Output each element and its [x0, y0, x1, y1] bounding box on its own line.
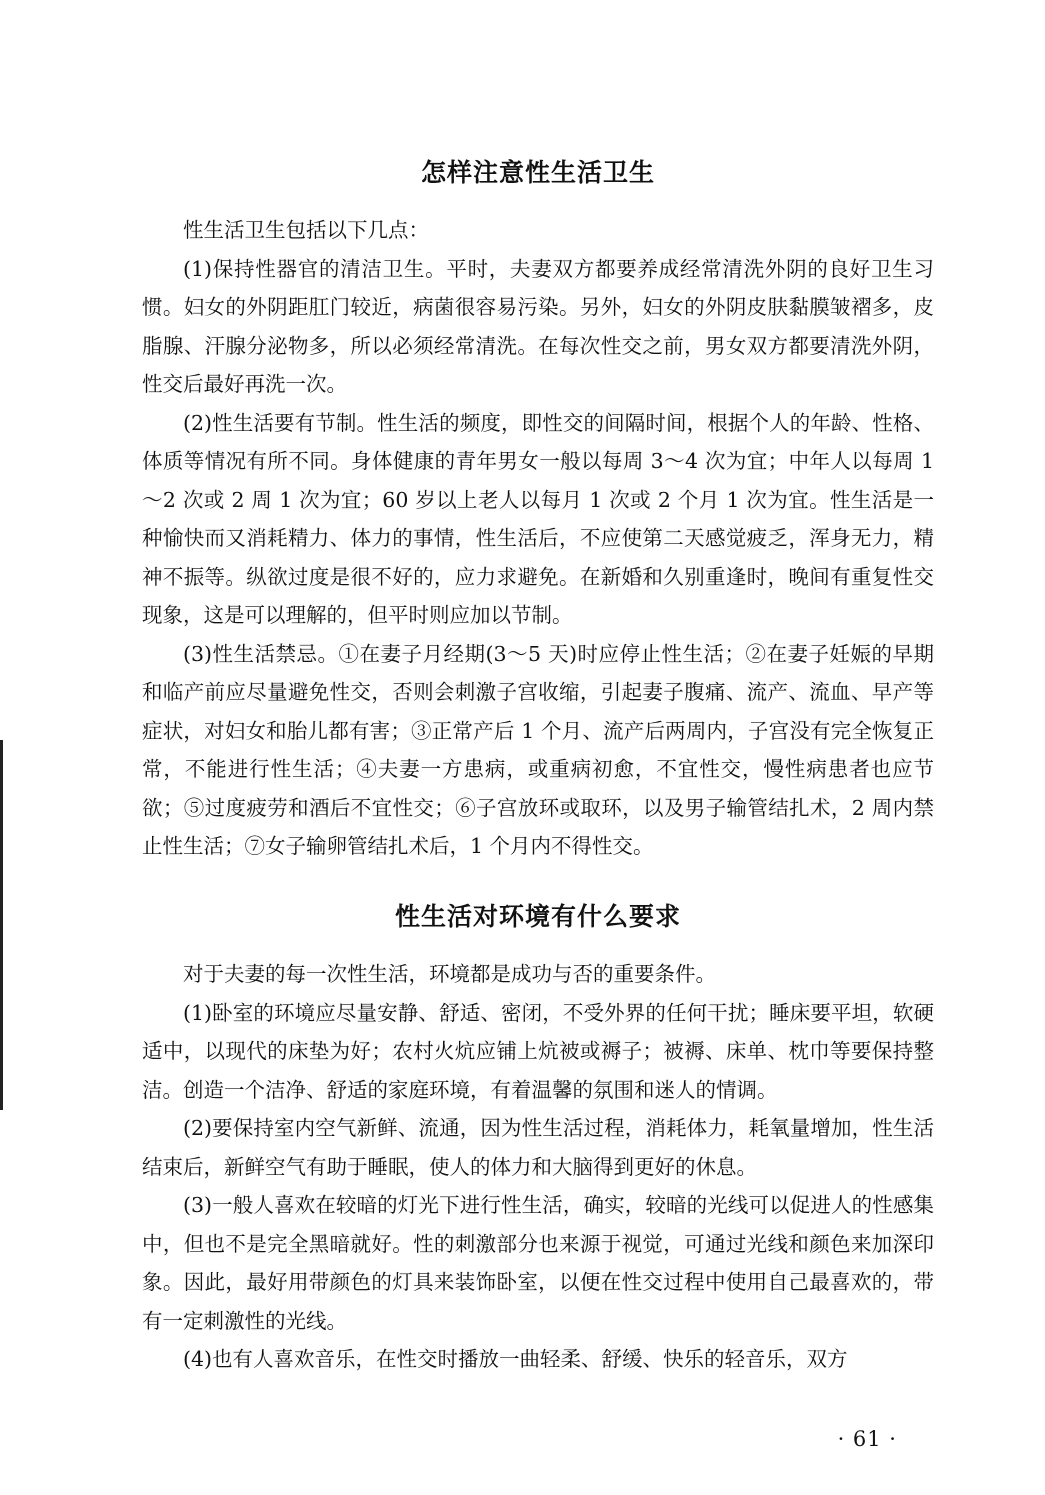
- section-title-hygiene: 怎样注意性生活卫生: [420, 158, 655, 187]
- paragraph: (2)性生活要有节制。性生活的频度，即性交的间隔时间，根据个人的年龄、性格、体质等情况有所不同。身体健康的青年男女一般以每周 3～4 次为宜；中年人以每周 1～2 次或 2 周 1 次为宜；60 岁以上老人以每月 1 次或 2 个月 1 次为宜。性生活是一种愉快而又消耗精力、体力的事情，性生活后，不应使第二天感觉疲乏，浑身无力，精神不振等。纵欲过度是很不好的，应力求避免。在新婚和久别重逢时，晚间有重复性交现象，这是可以理解的，但平时则应加以节制。: [142, 410, 934, 627]
- paragraph: 对于夫妻的每一次性生活，环境都是成功与否的重要条件。: [183, 962, 716, 986]
- page-number: · 61 ·: [837, 1427, 897, 1451]
- section-body-environment: [142, 955, 934, 1379]
- paragraph: (2)要保持室内空气新鲜、流通，因为性生活过程，消耗体力，耗氧量增加，性生活结束后，新鲜空气有助于睡眠，使人的体力和大脑得到更好的休息。: [142, 1116, 934, 1179]
- section-title-environment: 性生活对环境有什么要求: [394, 902, 681, 931]
- paragraph: (1)卧室的环境应尽量安静、舒适、密闭，不受外界的任何干扰；睡床要平坦，软硬适中，以现代的床垫为好；农村火炕应铺上炕被或褥子；被褥、床单、枕巾等要保持整洁。创造一个洁净、舒适的家庭环境，有着温馨的氛围和迷人的情调。: [142, 1000, 934, 1102]
- paragraph: 性生活卫生包括以下几点：: [183, 218, 429, 242]
- paragraph: (3)性生活禁忌。①在妻子月经期(3～5 天)时应停止性生活；②在妻子妊娠的早期和临产前应尽量避免性交，否则会刺激子宫收缩，引起妻子腹痛、流产、流血、早产等症状，对妇女和胎儿都有害；③正常产后 1 个月、流产后两周内，子宫没有完全恢复正常，不能进行性生活；④夫妻一方患病，或重病初愈，不宜性交，慢性病患者也应节欲；⑤过度疲劳和酒后不宜性交；⑥子宫放环或取环，以及男子输管结扎术，2 周内禁止性生活；⑦女子输卵管结扎术后，1 个月内不得性交。: [142, 641, 934, 858]
- paragraph: (3)一般人喜欢在较暗的灯光下进行性生活，确实，较暗的光线可以促进人的性感集中，但也不是完全黑暗就好。性的刺激部分也来源于视觉，可通过光线和颜色来加深印象。因此，最好用带颜色的灯具来装饰卧室，以便在性交过程中使用自己最喜欢的，带有一定刺激性的光线。: [142, 1193, 934, 1333]
- paragraph: (4)也有人喜欢音乐，在性交时播放一曲轻柔、舒缓、快乐的轻音乐，双方: [183, 1347, 848, 1371]
- section-body-hygiene: [142, 211, 934, 866]
- scan-edge-line: [0, 740, 3, 1110]
- paragraph: (1)保持性器官的清洁卫生。平时，夫妻双方都要养成经常清洗外阴的良好卫生习惯。妇女的外阴距肛门较近，病菌很容易污染。另外，妇女的外阴皮肤黏膜皱褶多，皮脂腺、汗腺分泌物多，所以必须经常清洗。在每次性交之前，男女双方都要清洗外阴，性交后最好再洗一次。: [142, 256, 934, 396]
